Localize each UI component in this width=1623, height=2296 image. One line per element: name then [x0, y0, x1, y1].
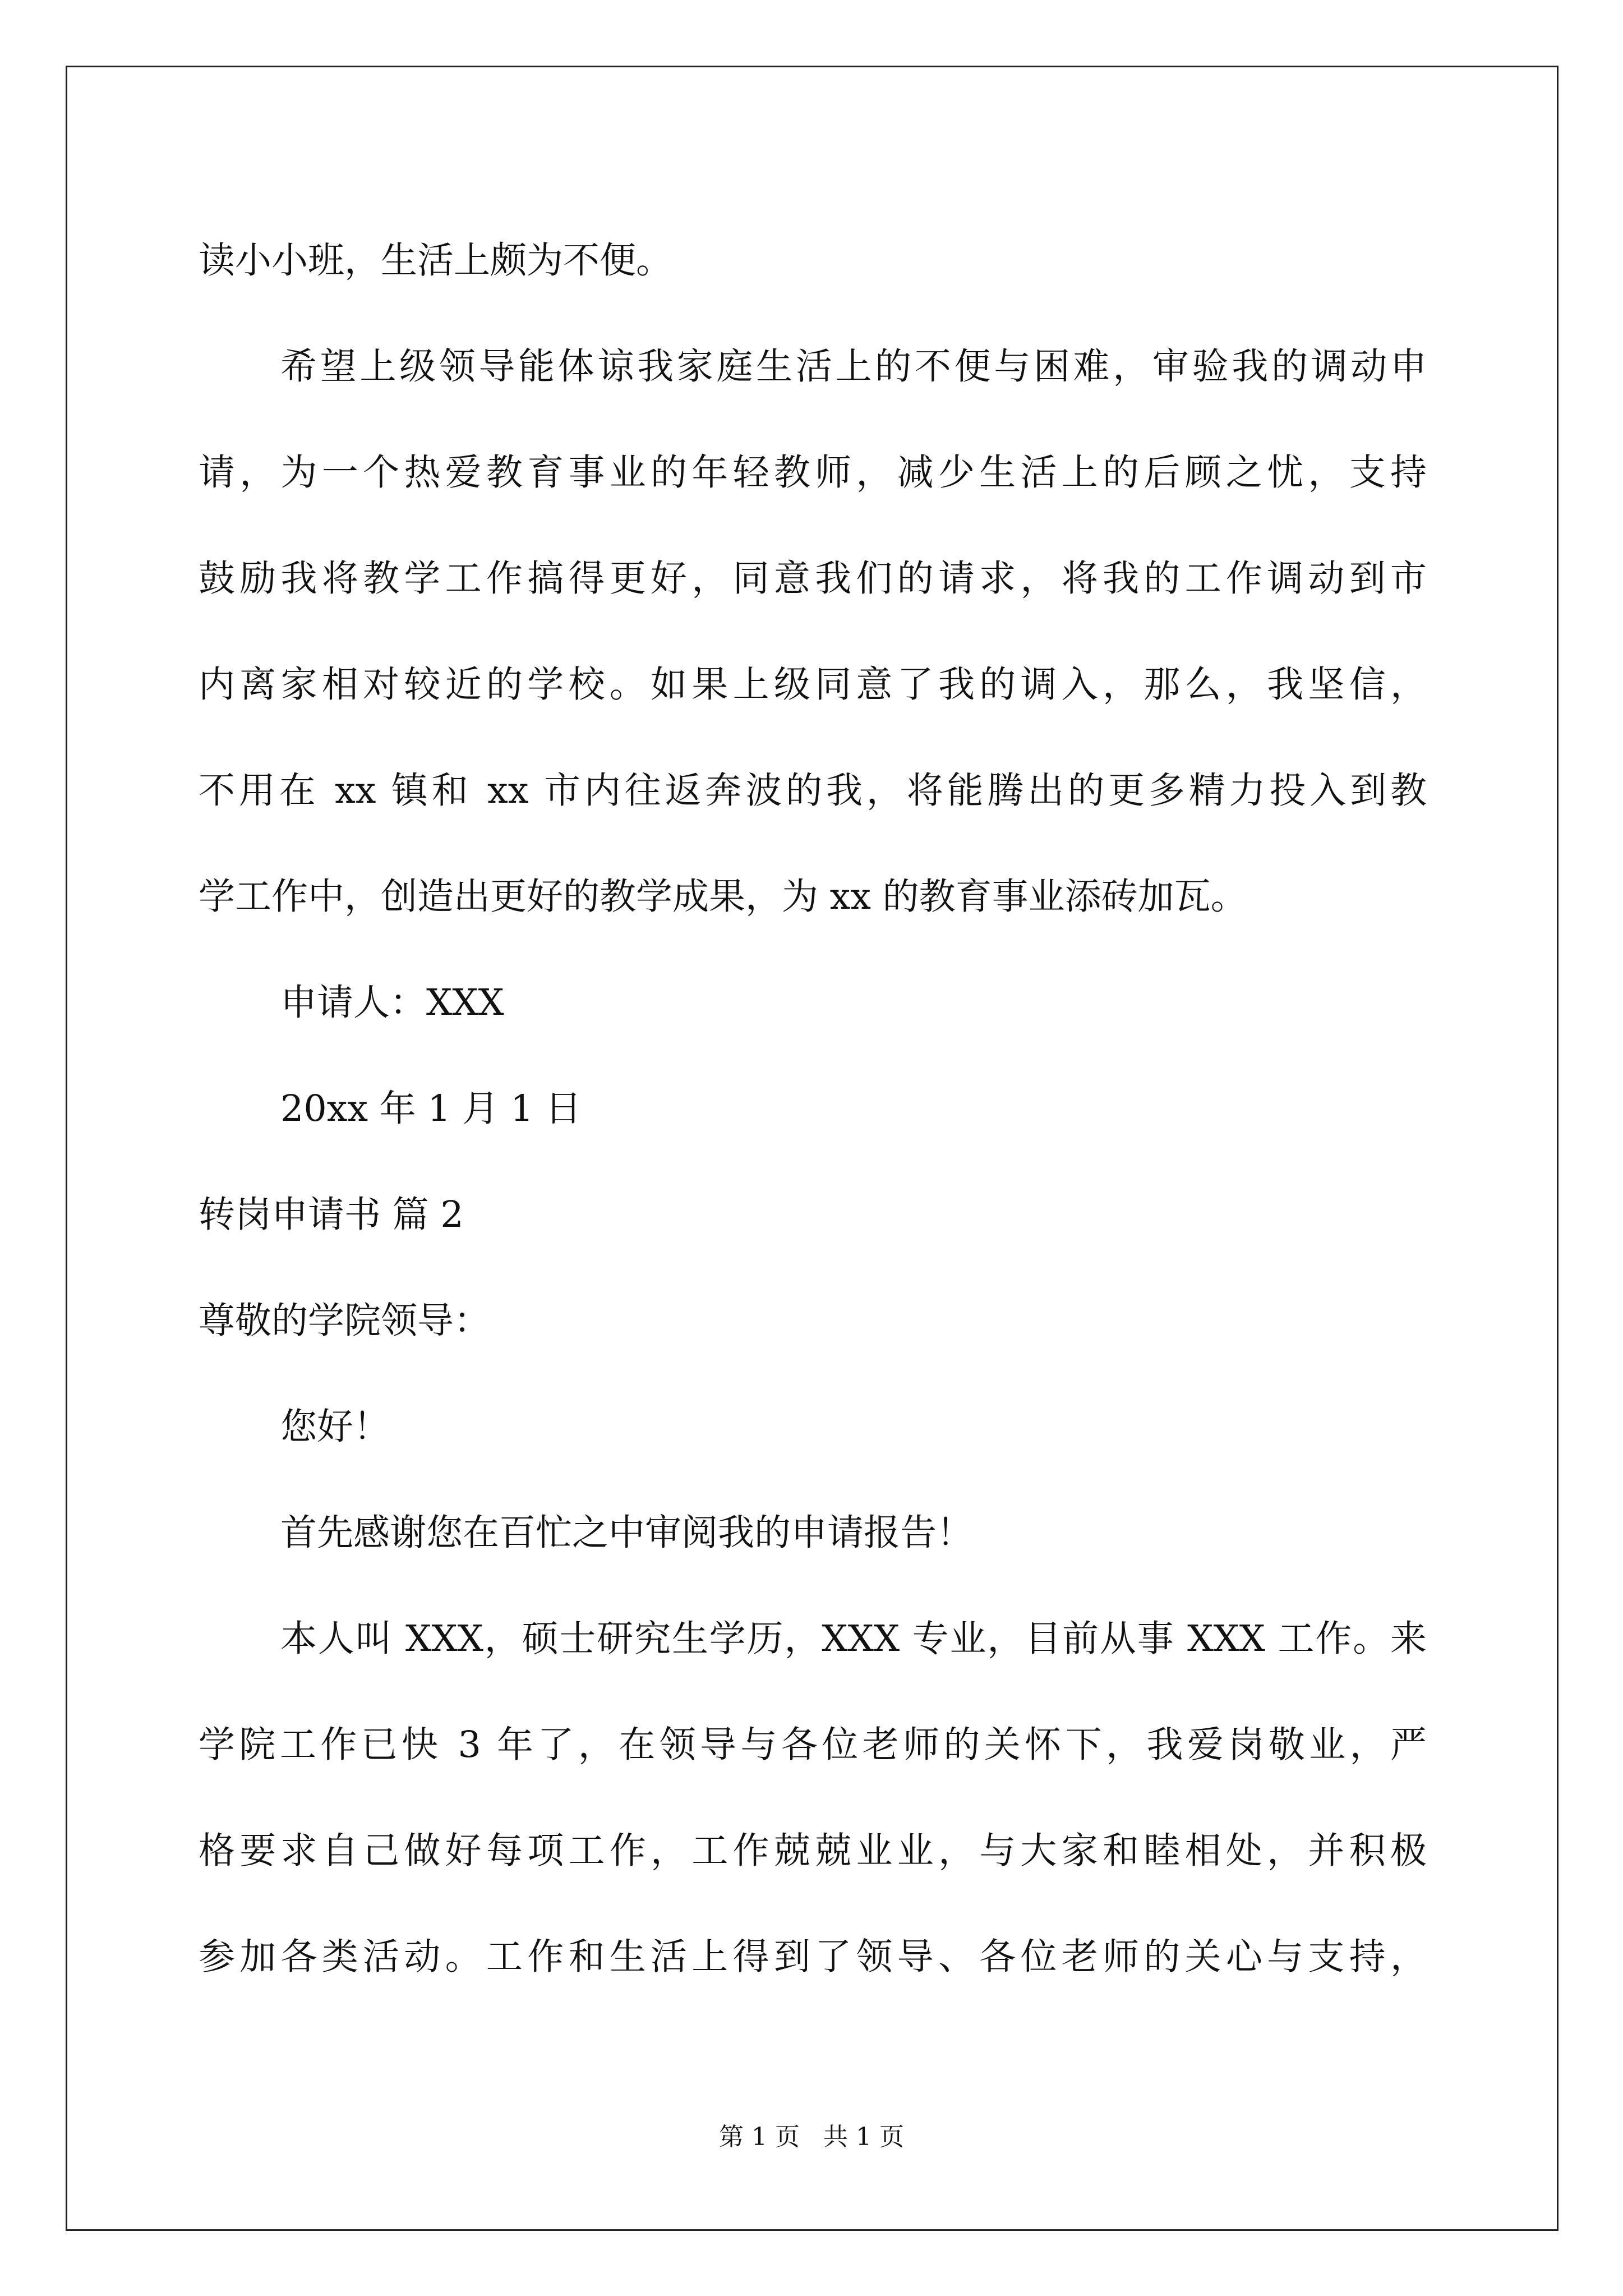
text-line: 首先感谢您在百忙之中审阅我的申请报告！ [280, 1512, 974, 1554]
text-line: 格要求自己做好每项工作，工作兢兢业业，与大家和睦相处，并积极 [199, 1830, 1427, 1872]
page-footer [0, 2120, 1623, 2154]
salutation: 尊敬的学院领导： [199, 1300, 491, 1342]
greeting: 您好！ [280, 1406, 390, 1448]
page-total: 共 1 页 [823, 2123, 904, 2151]
text-line: 不用在 xx 镇和 xx 市内往返奔波的我，将能腾出的更多精力投入到教 [199, 770, 1427, 812]
section-title: 转岗申请书 篇 2 [199, 1194, 464, 1236]
text-line: 鼓励我将教学工作搞得更好，同意我们的请求，将我的工作调动到市 [199, 558, 1427, 600]
text-line: 学院工作已快 3 年了，在领导与各位老师的关怀下，我爱岗敬业，严 [199, 1724, 1427, 1766]
text-line: 参加各类活动。工作和生活上得到了领导、各位老师的关心与支持， [199, 1936, 1427, 1978]
applicant-line: 申请人：XXX [280, 982, 504, 1024]
text-line: 学工作中，创造出更好的教学成果，为 xx 的教育事业添砖加瓦。 [199, 876, 1247, 918]
text-line: 本人叫 XXX，硕士研究生学历，XXX 专业，目前从事 XXX 工作。来 [280, 1618, 1427, 1660]
text-line: 读小小班，生活上颇为不便。 [199, 240, 673, 282]
document-body [199, 208, 1427, 2010]
page-number: 第 1 页 [719, 2123, 800, 2151]
text-line: 请，为一个热爱教育事业的年轻教师，减少生活上的后顾之忧，支持 [199, 452, 1427, 494]
text-line: 希望上级领导能体谅我家庭生活上的不便与困难，审验我的调动申 [280, 346, 1427, 388]
text-line: 内离家相对较近的学校。如果上级同意了我的调入，那么，我坚信， [199, 664, 1427, 706]
date-line: 20xx 年 1 月 1 日 [280, 1088, 582, 1130]
